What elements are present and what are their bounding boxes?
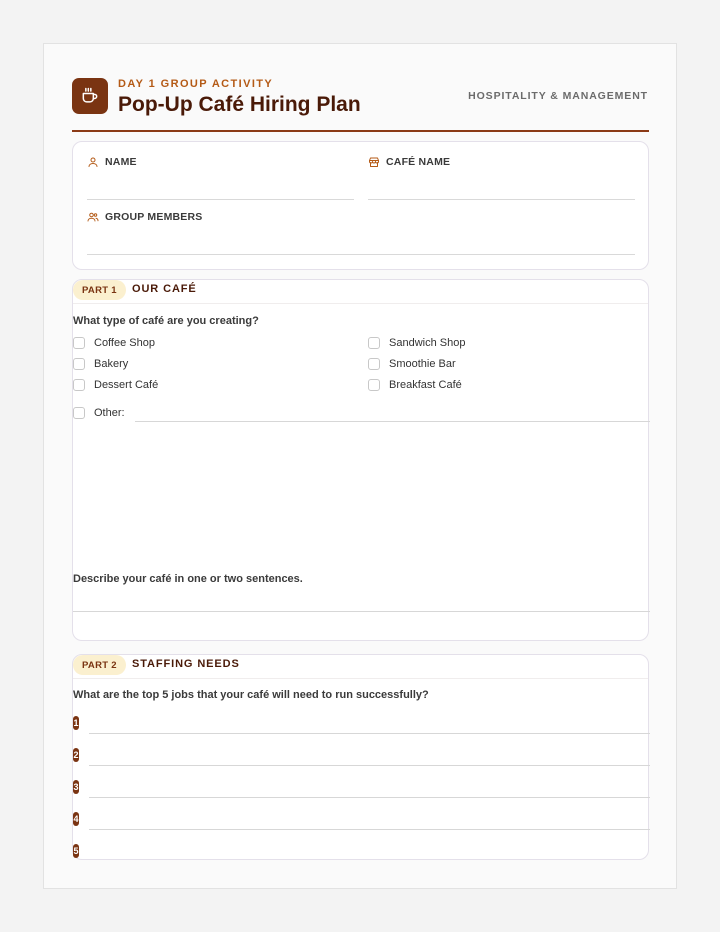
- option-smoothie-bar[interactable]: [368, 358, 456, 370]
- option-coffee-shop[interactable]: [73, 337, 155, 349]
- describe-cafe-line[interactable]: [73, 611, 650, 612]
- job-line-2[interactable]: [89, 765, 650, 766]
- job-line-3[interactable]: [89, 797, 650, 798]
- student-info-card: [72, 141, 649, 270]
- part-1-badge: PART 1: [73, 280, 126, 300]
- option-other[interactable]: [73, 407, 125, 419]
- checkbox[interactable]: [73, 358, 85, 370]
- option-label: Smoothie Bar: [389, 358, 456, 370]
- group-members-label: GROUP MEMBERS: [105, 211, 203, 223]
- checkbox[interactable]: [73, 379, 85, 391]
- describe-cafe-prompt: Describe your café in one or two sentences.: [73, 573, 303, 585]
- job-number-5: 5: [73, 846, 79, 856]
- group-members-field-label: [87, 211, 203, 223]
- part-2-section: [72, 654, 649, 860]
- checkbox[interactable]: [73, 337, 85, 349]
- checkbox[interactable]: [368, 379, 380, 391]
- checkbox[interactable]: [73, 407, 85, 419]
- option-label: Sandwich Shop: [389, 337, 466, 349]
- checkbox[interactable]: [368, 358, 380, 370]
- part-2-badge: PART 2: [73, 655, 126, 675]
- option-label: Dessert Café: [94, 379, 159, 391]
- page-title: Pop-Up Café Hiring Plan: [118, 93, 361, 116]
- cafe-name-input[interactable]: [368, 199, 635, 200]
- option-label: Bakery: [94, 358, 129, 370]
- job-line-4[interactable]: [89, 829, 650, 830]
- job-number-4: 4: [73, 814, 79, 824]
- part-2-title: STAFFING NEEDS: [132, 658, 240, 670]
- option-breakfast-cafe[interactable]: [368, 379, 462, 391]
- header-divider: [72, 130, 649, 132]
- cafe-name-label: CAFÉ NAME: [386, 156, 451, 168]
- job-line-1[interactable]: [89, 733, 650, 734]
- option-label: Other:: [94, 407, 125, 419]
- part-1-section: [72, 279, 649, 641]
- subject-label: HOSPITALITY & MANAGEMENT: [468, 90, 648, 102]
- storefront-icon: [368, 156, 380, 168]
- part-1-header: [73, 280, 648, 304]
- name-field-label: [87, 156, 137, 168]
- option-sandwich-shop[interactable]: [368, 337, 465, 349]
- group-members-input[interactable]: [87, 254, 635, 255]
- option-label: Coffee Shop: [94, 337, 155, 349]
- name-input[interactable]: [87, 199, 354, 200]
- name-label: NAME: [105, 156, 137, 168]
- worksheet-page: [43, 43, 677, 889]
- user-icon: [87, 156, 99, 168]
- option-bakery[interactable]: [73, 358, 128, 370]
- users-icon: [87, 211, 99, 223]
- cafe-type-question: What type of café are you creating?: [73, 315, 259, 327]
- checkbox[interactable]: [368, 337, 380, 349]
- job-number-2: 2: [73, 750, 79, 760]
- other-input-line[interactable]: [135, 421, 650, 422]
- coffee-cup-icon: [80, 86, 100, 106]
- option-label: Breakfast Café: [389, 379, 462, 391]
- activity-label: DAY 1 GROUP ACTIVITY: [118, 78, 274, 90]
- part-1-title: OUR CAFÉ: [132, 283, 197, 295]
- part-2-header: [73, 655, 648, 679]
- cafe-name-field-label: [368, 156, 450, 168]
- top-jobs-question: What are the top 5 jobs that your café will need to run successfully?: [73, 689, 429, 701]
- job-number-1: 1: [73, 718, 79, 728]
- logo-badge: [72, 78, 108, 114]
- job-number-3: 3: [73, 782, 79, 792]
- option-dessert-cafe[interactable]: [73, 379, 158, 391]
